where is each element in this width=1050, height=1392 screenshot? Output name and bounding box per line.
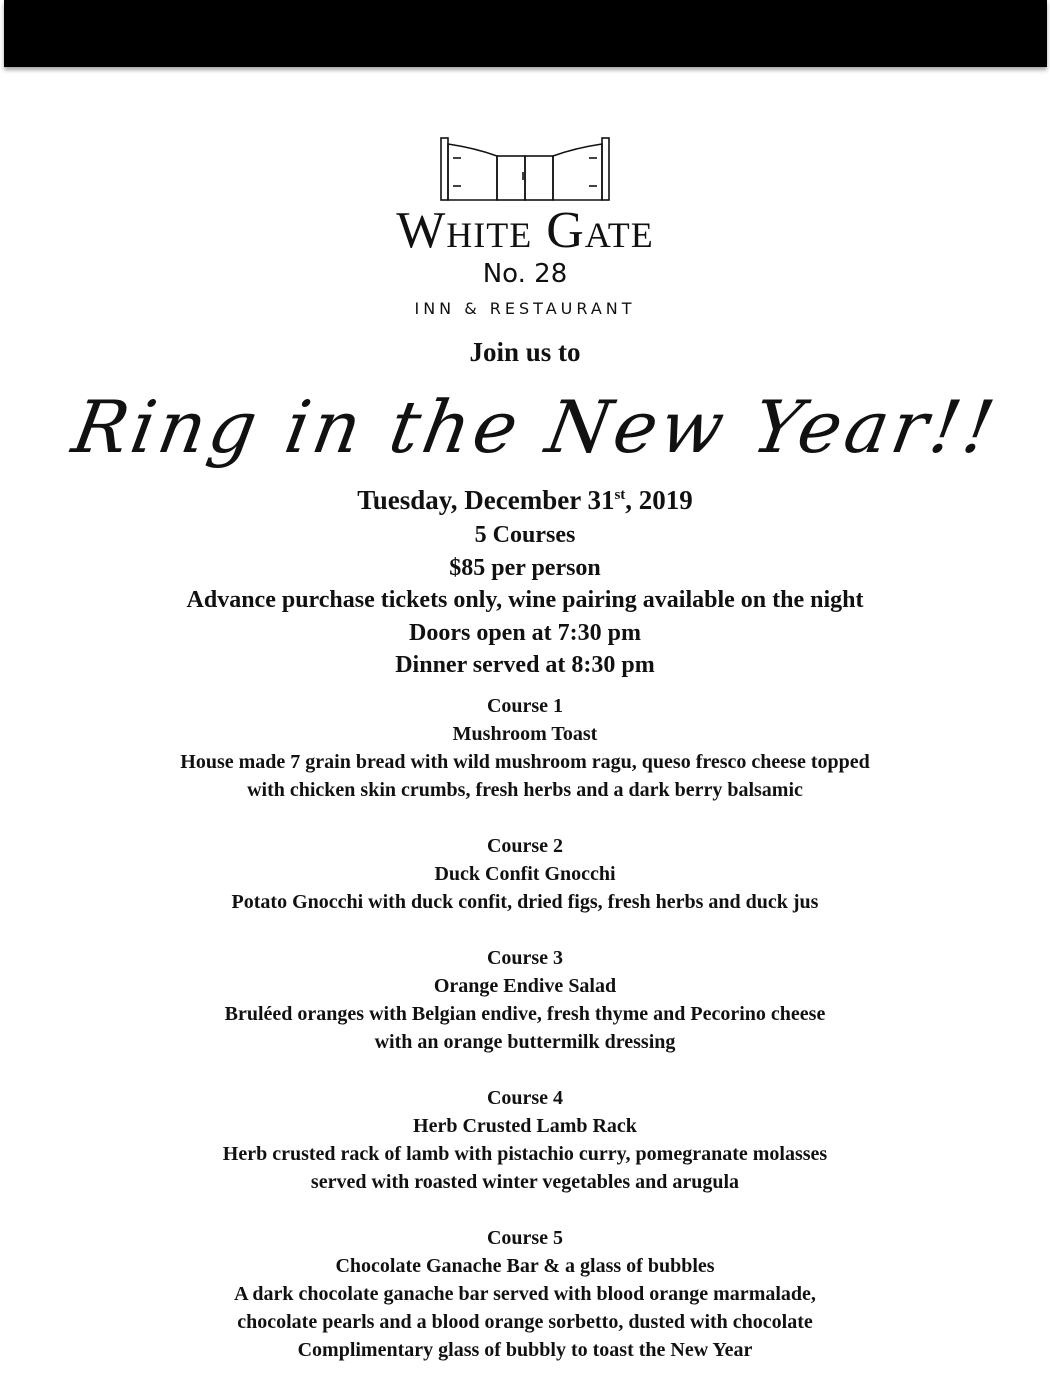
course-1 (0, 692, 1050, 804)
course-name: Chocolate Ganache Bar & a glass of bubbles (335, 1255, 715, 1277)
date-ordinal: st (614, 487, 626, 503)
price: $85 per person (449, 554, 601, 581)
join-heading: Join us to (469, 337, 581, 367)
course-name: Duck Confit Gnocchi (434, 863, 616, 885)
course-desc: Potato Gnocchi with duck confit, dried figs, fresh herbs and duck jus (231, 891, 819, 913)
course-label: Course 1 (486, 695, 564, 717)
gate-logo-icon (435, 136, 615, 202)
date-year: , 2019 (625, 485, 693, 515)
course-label: Course 2 (486, 835, 564, 857)
course-desc: chocolate pearls and a blood orange sorbetto, dusted with chocolate (237, 1311, 813, 1333)
course-5 (0, 1224, 1050, 1364)
course-3 (0, 944, 1050, 1056)
course-label: Course 4 (486, 1087, 564, 1109)
course-desc: with chicken skin crumbs, fresh herbs and a dark berry balsamic (247, 779, 803, 801)
date-text: Tuesday, December 31 (357, 485, 615, 515)
course-name: Herb Crusted Lamb Rack (413, 1115, 637, 1137)
course-desc: House made 7 grain bread with wild mushroom ragu, queso fresco cheese topped (180, 751, 870, 773)
course-name: Orange Endive Salad (433, 975, 617, 997)
course-desc: Bruléed oranges with Belgian endive, fresh thyme and Pecorino cheese (224, 1003, 826, 1025)
course-name: Mushroom Toast (452, 723, 598, 745)
doors-time: Doors open at 7:30 pm (409, 619, 641, 646)
event-details (0, 481, 1050, 682)
menu (0, 692, 1050, 1392)
course-desc: Herb crusted rack of lamb with pistachio curry, pomegranate molasses (222, 1143, 828, 1165)
course-label: Course 3 (486, 947, 564, 969)
top-banner-bar (4, 0, 1047, 67)
course-label: Course 5 (486, 1227, 564, 1249)
course-desc: A dark chocolate ganache bar served with blood orange marmalade, (234, 1283, 816, 1305)
event-date (0, 481, 1050, 519)
ticket-info: Advance purchase tickets only, wine pairing available on the night (186, 587, 864, 613)
logo (0, 136, 1050, 202)
script-headline: Ring in the New Year!! (66, 385, 1005, 469)
brand-number: No. 28 (482, 259, 568, 289)
brand-subtitle: INN & RESTAURANT (414, 299, 636, 318)
course-desc: Complimentary glass of bubbly to toast the New Year (297, 1339, 753, 1361)
course-desc: served with roasted winter vegetables and arugula (310, 1171, 740, 1193)
course-4 (0, 1084, 1050, 1196)
dinner-time: Dinner served at 8:30 pm (395, 652, 655, 678)
course-desc: with an orange buttermilk dressing (374, 1031, 676, 1053)
course-2 (0, 832, 1050, 916)
course-count: 5 Courses (474, 522, 576, 548)
brand-name: White Gate (396, 202, 654, 259)
